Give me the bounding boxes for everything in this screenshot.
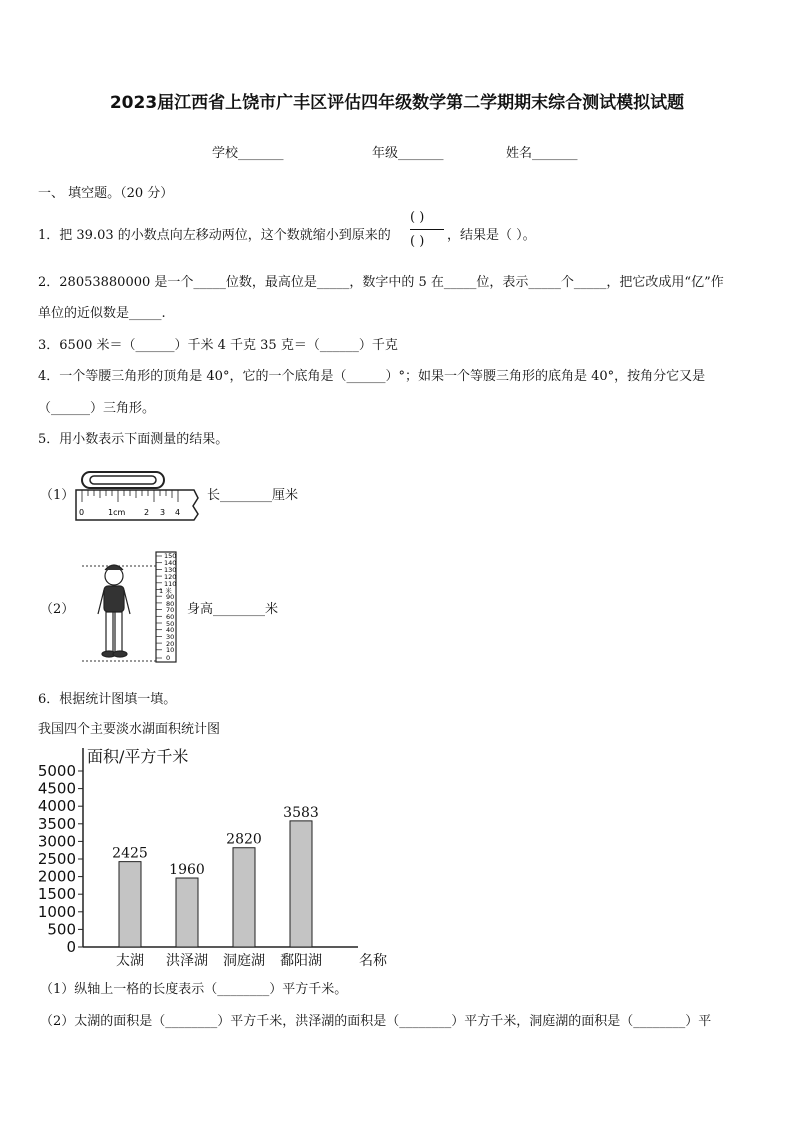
scale-label: 130 <box>164 566 177 574</box>
y-axis-label: 面积/平方千米 <box>87 747 189 766</box>
y-tick-label: 1500 <box>38 885 76 904</box>
y-tick-label: 4000 <box>38 797 76 816</box>
ruler-tick-2: 2 <box>144 508 150 517</box>
y-tick-label: 500 <box>47 920 76 939</box>
bar-洞庭湖 <box>233 848 255 947</box>
bar-value-label: 3583 <box>283 804 319 821</box>
q1-text-b: ，结果是（ ）。 <box>447 228 536 243</box>
y-tick-label: 3000 <box>38 832 76 851</box>
chart-title: 我国四个主要淡水湖面积统计图 <box>38 722 221 737</box>
q4-line2: （______）三角形。 <box>38 401 156 416</box>
bar-value-label: 2425 <box>112 845 148 862</box>
q2-line2: 单位的近似数是_____. <box>38 306 166 321</box>
q5-part2-answer[interactable]: 身高________米 <box>187 602 279 617</box>
scale-label: 40 <box>166 626 175 634</box>
bar-chart <box>38 740 398 972</box>
x-tick-label: 洪泽湖 <box>166 953 208 969</box>
scale-label: 30 <box>166 633 175 641</box>
q3-text: 3．6500 米＝（______）千米 4 千克 35 克＝（______）千克 <box>38 338 398 353</box>
bar-value-label: 2820 <box>226 831 262 848</box>
q4-line1: 4．一个等腰三角形的顶角是 40°，它的一个底角是（______）°；如果一个等腰三角形的底角是 40°，按角分它又是 <box>38 369 706 384</box>
x-tick-label: 洞庭湖 <box>223 953 265 969</box>
bar-鄱阳湖 <box>290 821 312 947</box>
scale-label: 1 米 <box>159 587 172 595</box>
school-field[interactable]: 学校_______ <box>212 146 284 161</box>
scale-label: 70 <box>166 606 175 614</box>
scale-label: 10 <box>166 646 175 654</box>
y-tick-label: 2500 <box>38 850 76 868</box>
y-tick-label: 0 <box>66 938 76 956</box>
bar-太湖 <box>119 862 141 947</box>
scale-label: 110 <box>164 580 177 588</box>
ruler-tick-1: 1cm <box>108 508 126 517</box>
q6-sub2: （2）太湖的面积是（________）平方千米，洪泽湖的面积是（________）平方千米，洞庭湖的面积是（________）平 <box>40 1014 712 1029</box>
height-figure <box>80 548 184 666</box>
q5-text: 5．用小数表示下面测量的结果。 <box>38 432 229 447</box>
q1-text-a: 1．把 39.03 的小数点向左移动两位，这个数就缩小到原来的 <box>38 228 391 243</box>
fraction-bar <box>410 229 444 230</box>
scale-label: 50 <box>166 620 175 628</box>
q6-text: 6．根据统计图填一填。 <box>38 692 177 707</box>
page-title: 2023届江西省上饶市广丰区评估四年级数学第二学期期末综合测试模拟试题 <box>109 93 685 113</box>
y-tick-label: 4500 <box>38 779 76 798</box>
y-tick-label: 3500 <box>38 814 76 833</box>
ruler-tick-0: 0 <box>79 508 85 517</box>
ruler-tick-4: 4 <box>175 508 181 517</box>
scale-label: 80 <box>166 600 175 608</box>
bar-value-label: 1960 <box>169 862 205 879</box>
q5-part1-label: （1） <box>40 488 75 503</box>
scale-label: 0 <box>166 654 171 662</box>
grade-field[interactable]: 年级_______ <box>372 146 444 161</box>
child-icon <box>98 565 130 657</box>
scale-label: 140 <box>164 559 177 567</box>
q1-fraction-numerator[interactable]: ( ) <box>410 210 425 225</box>
y-tick-label: 1000 <box>38 902 76 921</box>
x-tick-label: 太湖 <box>116 953 144 969</box>
q5-part1-answer[interactable]: 长________厘米 <box>207 488 299 503</box>
q5-part2-label: （2） <box>40 602 75 617</box>
ruler-figure <box>72 466 202 526</box>
y-tick-label: 2000 <box>38 867 76 886</box>
scale-label: 150 <box>164 552 177 560</box>
name-field[interactable]: 姓名_______ <box>506 146 578 161</box>
scale-label: 20 <box>166 640 175 648</box>
q6-sub1: （1）纵轴上一格的长度表示（________）平方千米。 <box>40 982 348 997</box>
bar-洪泽湖 <box>176 878 198 947</box>
section-heading: 一、 填空题。（20 分） <box>38 186 174 201</box>
paper-clip-icon <box>82 472 164 488</box>
x-axis-label: 名称 <box>359 953 387 969</box>
scale-label: 120 <box>164 573 177 581</box>
q2-line1: 2．28053880000 是一个_____位数，最高位是_____，数字中的 5 在_____位，表示_____个_____，把它改成用“亿”作 <box>38 275 724 290</box>
y-tick-label: 5000 <box>38 762 76 780</box>
scale-label: 60 <box>166 613 175 621</box>
x-tick-label: 鄱阳湖 <box>280 953 322 969</box>
q1-fraction-denominator[interactable]: ( ) <box>410 234 425 249</box>
scale-label: 90 <box>166 593 175 601</box>
ruler-tick-3: 3 <box>160 508 166 517</box>
